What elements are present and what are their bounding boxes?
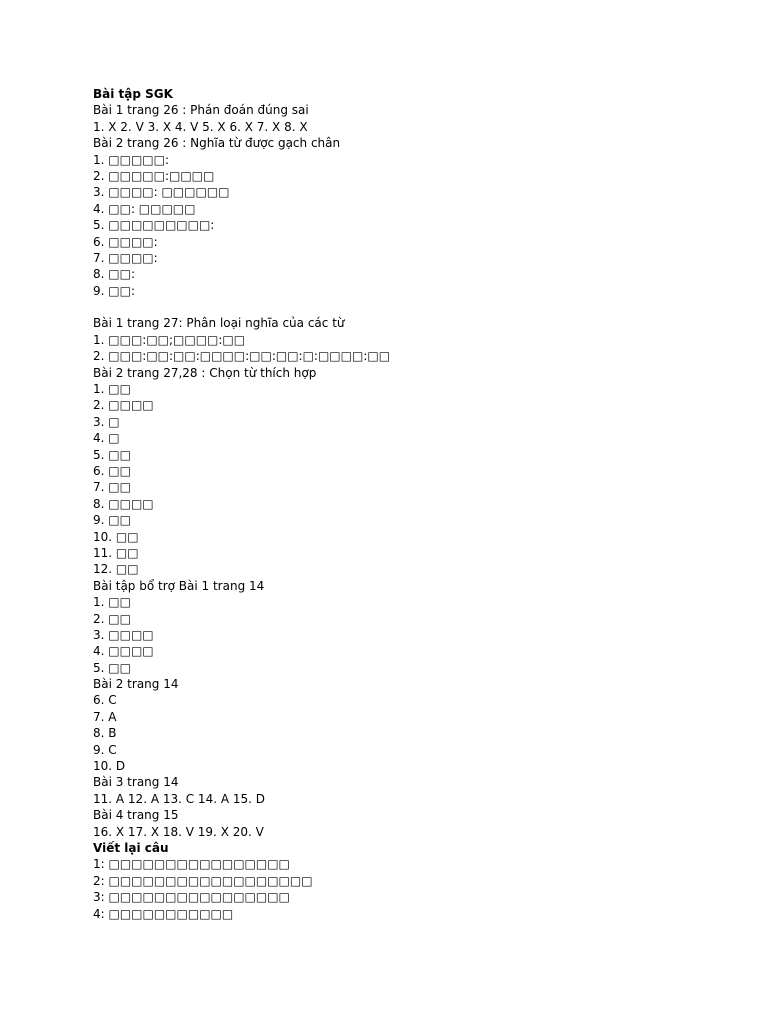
text-line: 3. □: [93, 414, 120, 429]
text-line: 1: □□□□□□□□□□□□□□□□: [93, 857, 290, 872]
text-line: 4. □□□□: [93, 644, 154, 659]
text-line: 12. □□: [93, 562, 139, 577]
text-line: 8. B: [93, 726, 117, 741]
text-line: 3. □□□□: □□□□□□: [93, 185, 230, 200]
text-line: Bài 2 trang 27,28 : Chọn từ thích hợp: [93, 365, 317, 380]
text-line: 16. X 17. X 18. V 19. X 20. V: [93, 824, 264, 839]
text-line: 5. □□□□□□□□□:: [93, 218, 215, 233]
text-line: Bài 2 trang 26 : Nghĩa từ được gạch chân: [93, 136, 341, 151]
text-line: 2. □□: [93, 611, 131, 626]
text-line: 6. □□□□:: [93, 234, 158, 249]
text-line: 11. A 12. A 13. C 14. A 15. D: [93, 791, 265, 806]
text-line: 2. □□□□□:□□□□: [93, 168, 215, 183]
text-line: 2. □□□:□□:□□:□□□□:□□:□□:□:□□□□:□□: [93, 349, 391, 364]
text-line: 9. C: [93, 742, 117, 757]
document-body: [93, 86, 733, 922]
text-line: Bài tập bổ trợ Bài 1 trang 14: [93, 578, 265, 593]
text-line: 6. □□: [93, 463, 131, 478]
text-line: 1. □□: [93, 382, 131, 397]
text-line: 4. □□: □□□□□: [93, 201, 196, 216]
text-line: 2. □□□□: [93, 398, 154, 413]
text-line: 9. □□: [93, 513, 131, 528]
text-line: 7. □□: [93, 480, 131, 495]
text-line: 10. □□: [93, 529, 139, 544]
text-line: 8. □□:: [93, 267, 135, 282]
text-line: 2: □□□□□□□□□□□□□□□□□□: [93, 873, 313, 888]
text-line: 1. □□□:□□;□□□□:□□: [93, 332, 246, 347]
text-line: 9. □□:: [93, 283, 135, 298]
text-line: 10. D: [93, 759, 126, 774]
section-heading: Viết lại câu: [93, 840, 169, 855]
text-line: Bài 1 trang 26 : Phán đoán đúng sai: [93, 103, 309, 118]
text-line: 8. □□□□: [93, 496, 154, 511]
text-line: Bài 4 trang 15: [93, 808, 179, 823]
text-line: 3. □□□□: [93, 627, 154, 642]
text-line: Bài 1 trang 27: Phân loại nghĩa của các từ: [93, 316, 345, 331]
text-line: Bài 2 trang 14: [93, 677, 179, 692]
text-line: Bài 3 trang 14: [93, 775, 179, 790]
text-line: 6. C: [93, 693, 117, 708]
text-line: 1. □□□□□:: [93, 152, 169, 167]
blank-line: [93, 299, 733, 315]
text-line: 11. □□: [93, 545, 139, 560]
text-line: 1. X 2. V 3. X 4. V 5. X 6. X 7. X 8. X: [93, 119, 308, 134]
text-line: 4: □□□□□□□□□□□: [93, 906, 234, 921]
text-line: 5. □□: [93, 660, 131, 675]
text-line: 7. □□□□:: [93, 250, 158, 265]
text-line: 7. A: [93, 709, 117, 724]
text-line: 4. □: [93, 431, 120, 446]
text-line: 3: □□□□□□□□□□□□□□□□: [93, 890, 290, 905]
section-heading: Bài tập SGK: [93, 87, 173, 101]
text-line: 5. □□: [93, 447, 131, 462]
text-line: 1. □□: [93, 595, 131, 610]
